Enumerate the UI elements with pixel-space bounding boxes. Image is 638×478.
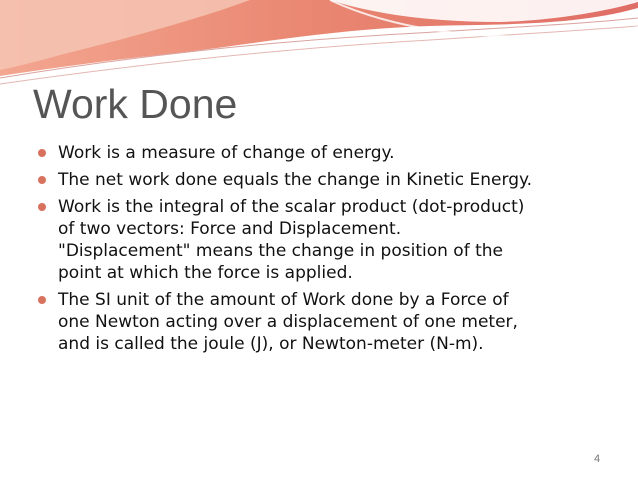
bullet-text: The net work done equals the change in Kinetic Energy.	[58, 170, 533, 190]
bullet-text: of two vectors: Force and Displacement.	[58, 219, 402, 239]
bullet-item	[34, 289, 614, 355]
bullet-text: Work is a measure of change of energy.	[58, 143, 395, 163]
bullet-text: The SI unit of the amount of Work done by a Force of	[58, 290, 509, 310]
bullet-text: and is called the joule (J), or Newton-meter (N-m).	[58, 334, 484, 354]
bullet-item	[34, 196, 614, 284]
slide-title: Work Done	[33, 81, 238, 127]
header-wave-decoration	[0, 0, 638, 90]
bullet-dot-icon	[38, 176, 46, 184]
bullet-dot-icon	[38, 149, 46, 157]
page-number: 4	[594, 453, 601, 465]
bullet-item	[34, 169, 614, 191]
bullet-dot-icon	[38, 203, 46, 211]
bullet-list	[34, 142, 614, 360]
bullet-text: one Newton acting over a displacement of one meter,	[58, 312, 518, 332]
bullet-item	[34, 142, 614, 164]
bullet-text: "Displacement" means the change in position of the	[58, 241, 503, 261]
bullet-text: point at which the force is applied.	[58, 263, 353, 283]
bullet-text: Work is the integral of the scalar product (dot-product)	[58, 197, 525, 217]
bullet-dot-icon	[38, 296, 46, 304]
